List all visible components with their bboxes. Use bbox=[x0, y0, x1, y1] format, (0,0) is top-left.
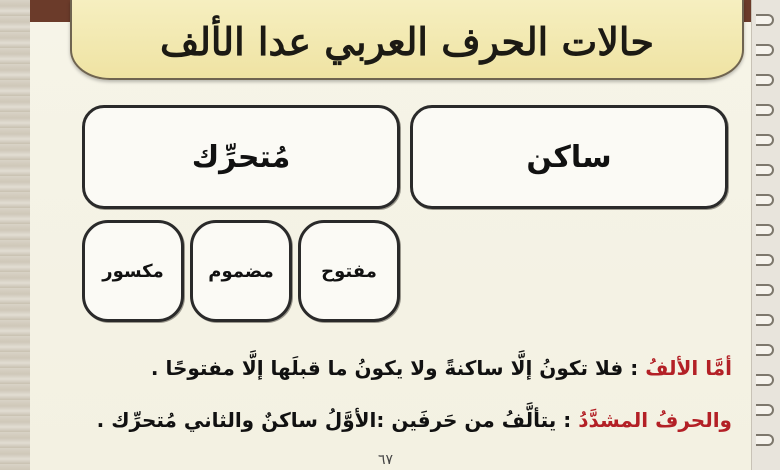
left-edge-texture bbox=[0, 0, 30, 470]
page-title: حالات الحرف العربي عدا الألف bbox=[160, 18, 654, 64]
binding-ring bbox=[756, 104, 774, 116]
binding-ring bbox=[756, 404, 774, 416]
maftuh-label: مفتوح bbox=[321, 260, 377, 282]
madmum-label: مضموم bbox=[208, 260, 274, 282]
sakin-label: ساكن bbox=[526, 139, 612, 175]
shadda-rule-line bbox=[97, 408, 732, 432]
binding-ring bbox=[756, 344, 774, 356]
binding-ring bbox=[756, 434, 774, 446]
binding-ring bbox=[756, 14, 774, 26]
spiral-binding bbox=[751, 0, 780, 470]
binding-ring bbox=[756, 74, 774, 86]
alif-term: أمَّا الألفُ bbox=[645, 356, 732, 380]
binding-ring bbox=[756, 284, 774, 296]
alif-rule-line bbox=[151, 356, 732, 380]
binding-ring bbox=[756, 194, 774, 206]
binding-ring bbox=[756, 44, 774, 56]
shadda-term: والحرفُ المشدَّدُ bbox=[578, 408, 732, 432]
mutaharrik-box bbox=[82, 105, 400, 209]
madmum-box bbox=[190, 220, 292, 322]
binding-ring bbox=[756, 254, 774, 266]
binding-ring bbox=[756, 224, 774, 236]
binding-ring bbox=[756, 314, 774, 326]
sakin-box bbox=[410, 105, 728, 209]
maftuh-box bbox=[298, 220, 400, 322]
title-banner bbox=[70, 0, 744, 80]
binding-ring bbox=[756, 164, 774, 176]
mutaharrik-label: مُتحرِّك bbox=[191, 139, 291, 175]
page-number: ٦٧ bbox=[378, 452, 394, 468]
maksur-box bbox=[82, 220, 184, 322]
alif-rule-text: : فلا تكونُ إلَّا ساكنةً ولا يكونُ ما قبلَها إلَّا مفتوحًا . bbox=[150, 356, 639, 380]
binding-ring bbox=[756, 134, 774, 146]
binding-ring bbox=[756, 374, 774, 386]
shadda-rule-text: : يتألَّفُ من حَرفَين :الأوَّلُ ساكنٌ والثاني مُتحرِّك . bbox=[96, 408, 572, 432]
maksur-label: مكسور bbox=[102, 260, 164, 282]
